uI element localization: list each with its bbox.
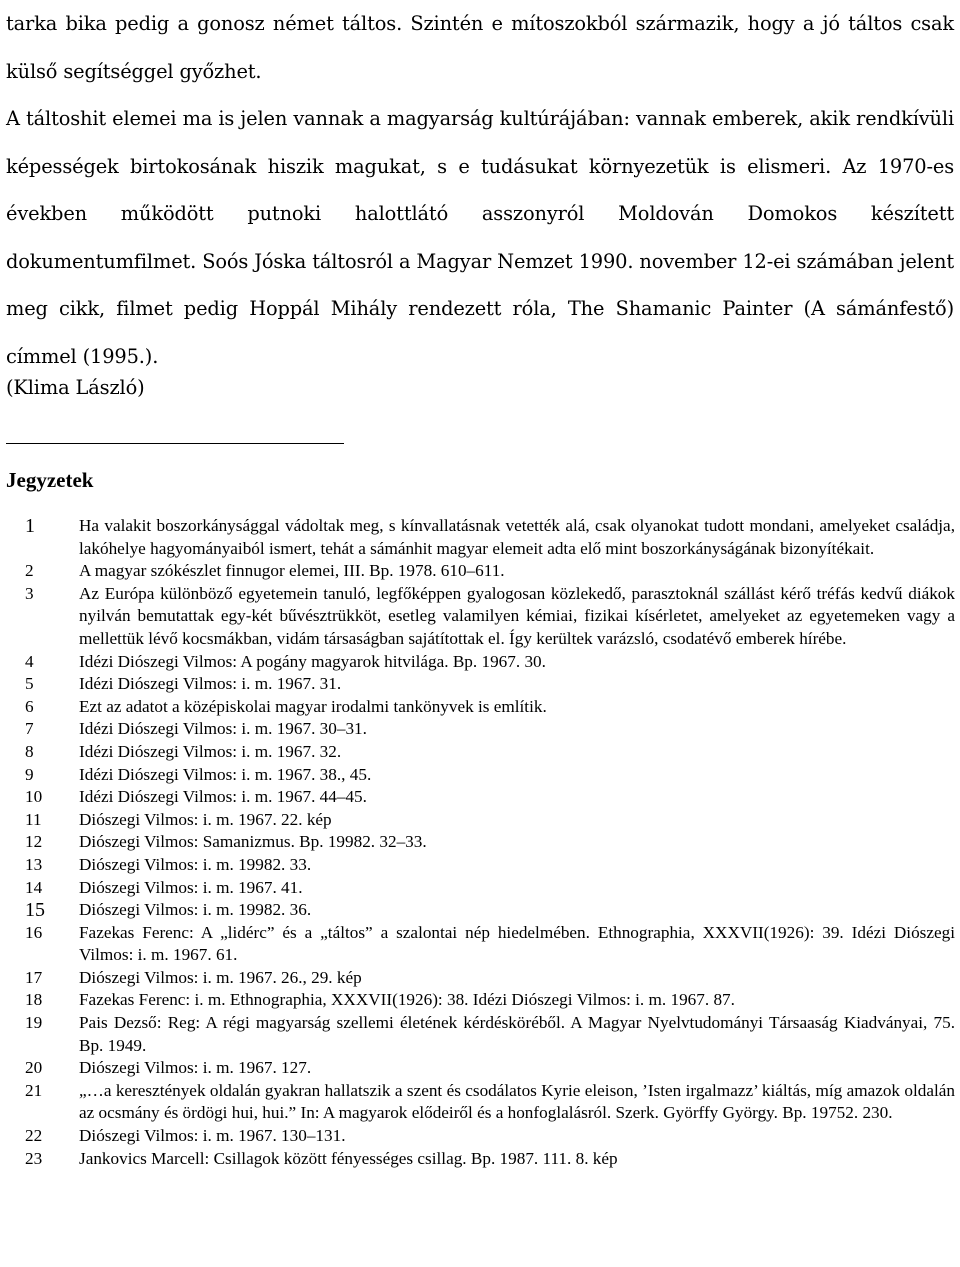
footnote-number: 19: [25, 1013, 43, 1033]
footnote-number: 13: [25, 854, 43, 874]
footnote-text: Idézi Diószegi Vilmos: i. m. 1967. 32.: [79, 741, 342, 761]
footnote-number: 18: [25, 990, 43, 1010]
footnote-number: 2: [25, 561, 34, 581]
footnote-text: Ezt az adatot a középiskolai magyar irodalmi tankönyvek is említik.: [79, 696, 547, 716]
footnote-text: Diószegi Vilmos: i. m. 1967. 127.: [79, 1058, 312, 1078]
footnote-item: [0, 922, 960, 967]
footnote-item: [0, 764, 960, 787]
footnote-number: 11: [25, 809, 42, 829]
footnote-item: [0, 560, 960, 583]
footnote-number: 22: [25, 1126, 43, 1146]
footnote-item: [0, 1012, 960, 1057]
footnote-text: Fazekas Ferenc: A „lidérc” és a „táltos” a szalontai nép hiedelmében. Ethnographia, XXXVII(1926): 39. Idézi Diószegi Vilmos: i. m. 1967. 61.: [79, 922, 955, 965]
footnote-text: Idézi Diószegi Vilmos: i. m. 1967. 44–45.: [79, 787, 367, 807]
notes-list: [0, 515, 960, 1170]
footnote-text: Idézi Diószegi Vilmos: i. m. 1967. 38., 45.: [79, 764, 372, 784]
footnote-item: [0, 786, 960, 809]
footnote-text: Diószegi Vilmos: Samanizmus. Bp. 19982. 32–33.: [79, 832, 427, 852]
author-signature: (Klima László): [6, 376, 145, 399]
footnote-item: [0, 1080, 960, 1125]
footnote-item: [0, 831, 960, 854]
footnote-number: 12: [25, 832, 43, 852]
footnote-number: 21: [25, 1080, 43, 1100]
footnote-item: [0, 809, 960, 832]
footnote-item: [0, 899, 960, 922]
footnote-number: 3: [25, 583, 34, 603]
footnote-number: 6: [25, 696, 34, 716]
footnote-number: 8: [25, 741, 34, 761]
footnote-text: Diószegi Vilmos: i. m. 19982. 33.: [79, 854, 312, 874]
footnote-text: Idézi Diószegi Vilmos: i. m. 1967. 30–31.: [79, 719, 367, 739]
footnote-item: [0, 515, 960, 560]
footnote-separator: [6, 443, 344, 444]
footnote-text: Idézi Diószegi Vilmos: i. m. 1967. 31.: [79, 674, 342, 694]
notes-heading: Jegyzetek: [6, 468, 94, 492]
footnote-text: Pais Dezső: Reg: A régi magyarság szellemi életének kérdésköréből. A Magyar Nyelvtudományi Társaaság Kiadványai, 75. Bp. 1949.: [79, 1013, 955, 1055]
footnote-text: Ha valakit boszorkánysággal vádoltak meg, s kínvallatásnak vetették alá, csak olyanokat tudott mondani, amelyeket családja, lakóhelye hagyományaiból ismert, tehát a sámánhit magyar elemeit adta elő mint boszorkányságának bizonyítékait.: [79, 516, 955, 558]
paragraph-2: A táltoshit elemei ma is jelen vannak a magyarság kultúrájában: vannak emberek, akik rendkívüli képességek birtokosának hiszik magukat, s e tudásukat környezetük is elismeri. Az 1970-es években működött putnoki halottlátó asszonyról Moldován Domokos készített dokumentumfilmet. Soós Jóska táltosról a Magyar Nemzet 1990. november 12-ei számában jelent meg cikk, filmet pedig Hoppál Mihály rendezett róla, The Shamanic Painter (A sámánfestő) címmel (1995.).: [6, 107, 954, 368]
footnote-item: [0, 583, 960, 651]
footnote-number: 23: [25, 1148, 43, 1168]
footnote-number: 1: [25, 515, 35, 537]
footnote-item: [0, 1125, 960, 1148]
footnote-number: 15: [25, 899, 45, 922]
footnote-text: Jankovics Marcell: Csillagok között fényességes csillag. Bp. 1987. 111. 8. kép: [79, 1148, 618, 1168]
footnote-text: Az Európa különböző egyetemein tanuló, legfőképpen gyalogosan közlekedő, parasztoknál szállást kérő tréfás kedvű diákok nyilván bemutattak egy-két bűvésztrükköt, esetleg valamilyen kémiai, fizikai kísérletet, amelyeket az egyetemeken vagy a mellettük lévő kocsmákban, vidám társaságban sajátítottak el. Így kerültek varázsló, csodatévő emberek hírébe.: [79, 583, 955, 648]
footnote-item: [0, 741, 960, 764]
footnote-item: [0, 877, 960, 900]
footnote-text: Idézi Diószegi Vilmos: A pogány magyarok hitvilága. Bp. 1967. 30.: [79, 651, 546, 671]
footnote-text: Diószegi Vilmos: i. m. 19982. 36.: [79, 900, 312, 920]
paragraph-1: tarka bika pedig a gonosz német táltos. Szintén e mítoszokból származik, hogy a jó táltos csak külső segítséggel győzhet.: [6, 12, 954, 83]
footnote-item: [0, 854, 960, 877]
footnote-text: A magyar szókészlet finnugor elemei, III. Bp. 1978. 610–611.: [79, 561, 505, 581]
footnote-item: [0, 673, 960, 696]
footnote-item: [0, 1057, 960, 1080]
body-text: [6, 0, 954, 380]
footnote-number: 16: [25, 922, 43, 942]
footnote-number: 20: [25, 1058, 43, 1078]
footnote-item: [0, 1148, 960, 1171]
footnote-number: 5: [25, 674, 34, 694]
footnote-number: 17: [25, 967, 43, 987]
footnote-text: Diószegi Vilmos: i. m. 1967. 22. kép: [79, 809, 332, 829]
footnote-text: Diószegi Vilmos: i. m. 1967. 41.: [79, 877, 303, 897]
footnote-text: „…a keresztények oldalán gyakran hallatszik a szent és csodálatos Kyrie eleison, ’Isten irgalmazz’ kiáltás, míg amazok oldalán az ocsmány és ördögi hui, hui.” In: A magyarok elődeiről és a honfoglalásról. Szerk. Györffy György. Bp. 19752. 230.: [79, 1080, 955, 1123]
footnote-item: [0, 718, 960, 741]
footnote-item: [0, 651, 960, 674]
footnote-item: [0, 696, 960, 719]
footnote-number: 4: [25, 651, 34, 671]
footnote-text: Diószegi Vilmos: i. m. 1967. 26., 29. kép: [79, 967, 362, 987]
footnote-number: 10: [25, 787, 43, 807]
footnote-number: 14: [25, 877, 43, 897]
footnote-text: Diószegi Vilmos: i. m. 1967. 130–131.: [79, 1126, 346, 1146]
footnote-item: [0, 967, 960, 990]
footnote-item: [0, 989, 960, 1012]
footnote-number: 7: [25, 719, 34, 739]
footnote-number: 9: [25, 764, 34, 784]
footnote-text: Fazekas Ferenc: i. m. Ethnographia, XXXVII(1926): 38. Idézi Diószegi Vilmos: i. m. 1967. 87.: [79, 990, 735, 1010]
